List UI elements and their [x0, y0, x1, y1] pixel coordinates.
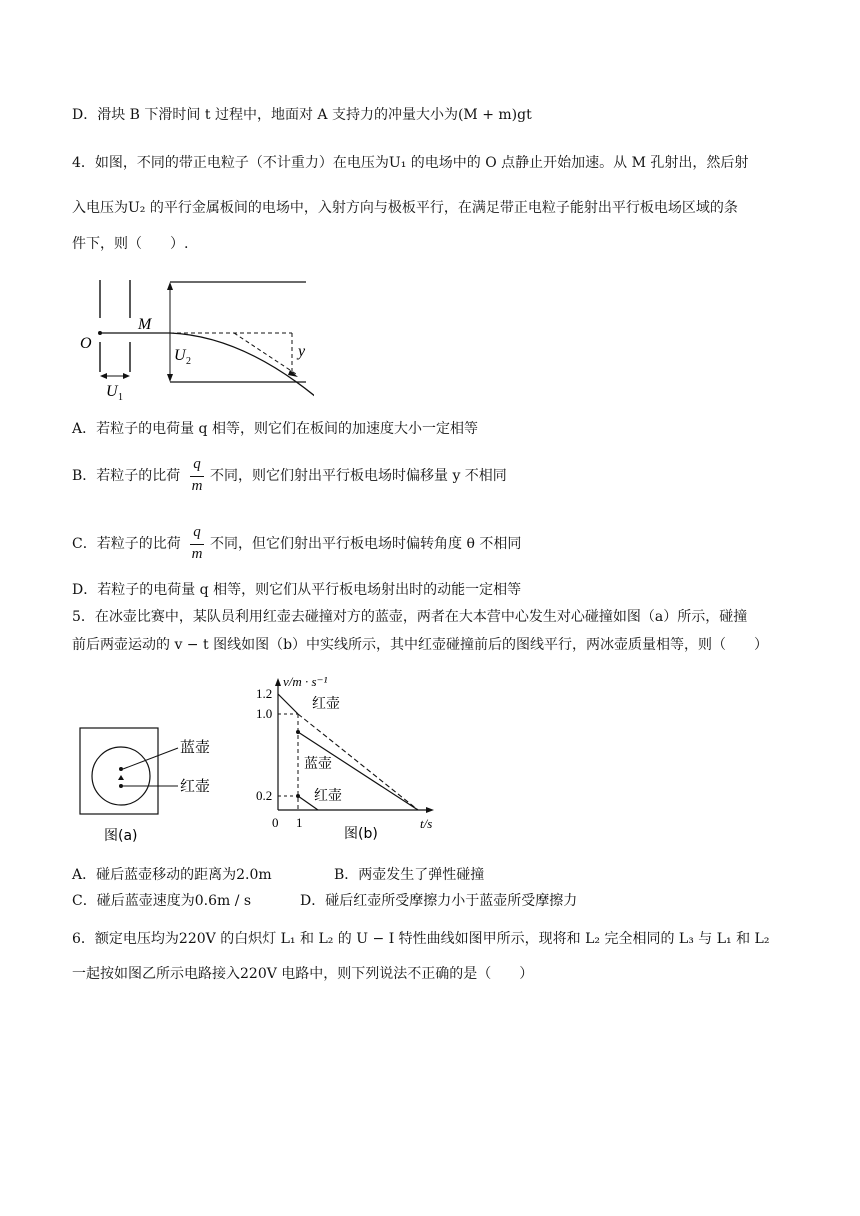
label-u1-sub: 1 — [118, 392, 123, 403]
q4-option-b-frac-bar — [190, 476, 204, 477]
q6-stem-line-2: 一起按如图乙所示电路接入220V 电路中，则下列说法不正确的是（ ） — [72, 966, 534, 982]
tick-1-2: 1.2 — [256, 686, 273, 701]
red-before-line — [278, 694, 298, 714]
q4-option-b-frac-num: q — [193, 456, 201, 472]
q4-option-b-frac-den: m — [191, 478, 203, 494]
q3-option-d: D．滑块 B 下滑时间 t 过程中，地面对 A 支持力的冲量大小为(M + m)gt — [72, 107, 532, 123]
q4-option-d: D．若粒子的电荷量 q 相等，则它们从平行板电场射出时的动能一定相等 — [72, 582, 522, 598]
label-u2: U — [174, 347, 186, 364]
label-m: M — [138, 316, 152, 333]
q4-option-c-frac-den: m — [191, 546, 203, 562]
tick-0: 0 — [272, 815, 279, 830]
q5-stem-line-2: 前后两壶运动的 v − t 图线如图（b）中实线所示，其中红壶碰撞前后的图线平行，两冰壶质量相等，则（ ） — [72, 637, 769, 653]
q4-option-b-post: 不同，则它们射出平行板电场时偏移量 y 不相同 — [210, 468, 507, 484]
house-square — [80, 728, 158, 814]
label-o: O — [80, 335, 92, 352]
tick-0-2: 0.2 — [256, 788, 273, 803]
blue-stone — [119, 767, 123, 771]
label-y: y — [298, 343, 306, 360]
label-blue-stone: 蓝壶 — [180, 738, 211, 756]
fig-b-ylabel: v/m · s⁻¹ — [283, 674, 328, 689]
point-o — [98, 331, 102, 335]
q5-stem-line-1: 5．在冰壶比赛中，某队员利用红壶去碰撞对方的蓝壶，两者在大本营中心发生对心碰撞如图（a）所示，碰撞 — [72, 609, 748, 625]
q5-option-d: D．碰后红壶所受摩擦力小于蓝壶所受摩擦力 — [300, 893, 578, 909]
fig-b-caption: 图(b) — [344, 826, 378, 842]
fig-b-label-red-top: 红壶 — [312, 696, 340, 712]
fig-a-caption: 图(a) — [104, 828, 138, 844]
tick-1: 1 — [296, 815, 303, 830]
q4-stem-line-1: 4．如图，不同的带正电粒子（不计重力）在电压为U₁ 的电场中的 O 点静止开始加速。从 M 孔射出，然后射 — [72, 155, 749, 171]
red-stone — [119, 784, 123, 788]
fig-b-label-blue: 蓝壶 — [304, 756, 332, 772]
q5-option-b: B．两壶发生了弹性碰撞 — [334, 867, 485, 883]
q5-figure-a — [78, 726, 238, 852]
label-u1: U — [106, 383, 118, 400]
fig-b-xlabel: t/s — [420, 816, 433, 831]
q4-option-c-frac-num: q — [193, 524, 201, 540]
q5-option-c: C．碰后蓝壶速度为0.6m / s — [72, 893, 252, 909]
q5-option-a: A．碰后蓝壶移动的距离为2.0m — [72, 867, 272, 883]
q4-option-c-frac-bar — [190, 544, 204, 545]
label-red-stone: 红壶 — [180, 777, 211, 795]
label-u2-sub: 2 — [186, 356, 191, 367]
q4-stem-line-3: 件下，则（ ）. — [72, 236, 189, 252]
q4-figure — [74, 272, 314, 412]
q4-option-c-post: 不同，但它们射出平行板电场时偏转角度 θ 不相同 — [210, 536, 522, 552]
tick-1-0: 1.0 — [256, 706, 273, 721]
q4-option-a: A．若粒子的电荷量 q 相等，则它们在板间的加速度大小一定相等 — [72, 421, 478, 437]
q4-option-b-pre: B．若粒子的比荷 — [72, 468, 181, 484]
q5-figure-b — [250, 672, 450, 842]
q6-stem-line-1: 6．额定电压均为220V 的白炽灯 L₁ 和 L₂ 的 U − I 特性曲线如图甲所示，现将和 L₂ 完全相同的 L₃ 与 L₁ 和 L₂ — [72, 931, 770, 947]
q4-stem-line-2: 入电压为U₂ 的平行金属板间的电场中，入射方向与极板平行，在满足带正电粒子能射出平行板电场区域的条 — [72, 200, 738, 216]
q4-option-c-pre: C．若粒子的比荷 — [72, 536, 181, 552]
fig-b-label-red-bottom: 红壶 — [314, 788, 342, 804]
